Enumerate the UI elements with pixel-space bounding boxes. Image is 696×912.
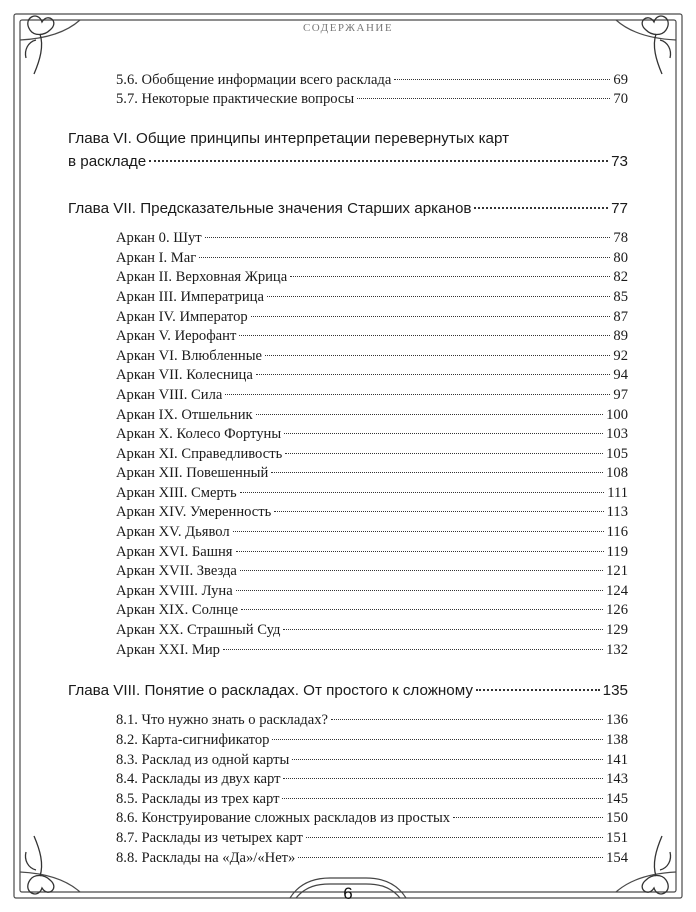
- dot-leader: [267, 281, 610, 297]
- toc-entry-page: 143: [606, 771, 628, 788]
- chapter-title-line1: Глава VI. Общие принципы интерпретации перевернутых карт: [68, 130, 510, 148]
- toc-entry-title: Аркан XI. Справедливость: [116, 445, 283, 462]
- toc-entry-page: 105: [606, 445, 628, 462]
- dot-leader: [290, 262, 610, 278]
- toc-entry-page: 70: [613, 91, 628, 108]
- dot-leader: [283, 764, 603, 780]
- dot-leader: [149, 145, 608, 162]
- toc-entry-page: 124: [606, 582, 628, 599]
- dot-leader: [233, 516, 604, 532]
- toc-entry-title: Аркан X. Колесо Фортуны: [116, 426, 282, 443]
- toc-entry-title: 8.7. Расклады из четырех карт: [116, 829, 303, 846]
- toc-entry[interactable]: [68, 88, 628, 108]
- toc-entry-title: Аркан XII. Повешенный: [116, 465, 269, 482]
- chapter-page: 77: [611, 199, 628, 217]
- toc-entry-title: Аркан XVI. Башня: [116, 543, 233, 560]
- dot-leader: [282, 783, 603, 799]
- toc-entry-page: 87: [613, 308, 628, 325]
- table-of-contents: [68, 68, 628, 866]
- toc-entry-title: Аркан IV. Император: [116, 308, 248, 325]
- toc-section-8-entries: [68, 709, 628, 866]
- toc-entry-page: 151: [606, 829, 628, 846]
- dot-leader: [256, 399, 603, 415]
- dot-leader: [274, 497, 603, 513]
- dot-leader: [453, 803, 603, 819]
- toc-entry-title: Аркан VII. Колесница: [116, 367, 253, 384]
- toc-entry-title: Аркан XVIII. Луна: [116, 582, 233, 599]
- toc-entry-title: Аркан II. Верховная Жрица: [116, 269, 288, 286]
- dot-leader: [265, 340, 610, 356]
- toc-entry-page: 126: [606, 602, 628, 619]
- toc-entry-title: Аркан XV. Дьявол: [116, 524, 230, 541]
- chapter-title: Глава VII. Предсказательные значения Старших арканов: [68, 199, 472, 217]
- toc-entry-page: 78: [613, 230, 628, 247]
- toc-entry-page: 136: [606, 712, 628, 729]
- toc-entry-title: 8.5. Расклады из трех карт: [116, 790, 280, 807]
- toc-entry-title: 8.1. Что нужно знать о раскладах?: [116, 712, 328, 729]
- toc-entry-page: 138: [606, 732, 628, 748]
- dot-leader: [394, 64, 610, 80]
- toc-chapter-8[interactable]: [68, 678, 628, 701]
- dot-leader: [236, 536, 604, 552]
- dot-leader: [240, 556, 603, 572]
- dot-leader: [357, 84, 610, 100]
- toc-entry-title: Аркан VI. Влюбленные: [116, 347, 262, 364]
- toc-entry-title: Аркан I. Маг: [116, 249, 197, 266]
- page-number: 6: [343, 884, 353, 903]
- toc-entry-title: Аркан IX. Отшельник: [116, 406, 253, 423]
- dot-leader: [283, 614, 603, 630]
- dot-leader: [272, 724, 603, 740]
- toc-entry-page: 103: [606, 426, 628, 443]
- toc-entry-page: 150: [606, 810, 628, 827]
- toc-entry-page: 132: [606, 641, 628, 658]
- dot-leader: [476, 674, 600, 691]
- toc-entry-page: 121: [606, 563, 628, 580]
- toc-entry[interactable]: [68, 638, 628, 658]
- dot-leader: [292, 744, 603, 760]
- dot-leader: [284, 419, 603, 435]
- toc-entry-title: 8.4. Расклады из двух карт: [116, 771, 281, 788]
- toc-chapter-6[interactable]: [68, 129, 628, 172]
- toc-entry-page: 116: [606, 524, 628, 541]
- dot-leader: [236, 575, 603, 591]
- toc-section-7-entries: [68, 227, 628, 658]
- toc-entry-page: 154: [606, 849, 628, 866]
- toc-entry-title: 5.6. Обобщение информации всего расклада: [116, 71, 392, 88]
- chapter-title: Глава VIII. Понятие о раскладах. От простого к сложному: [68, 681, 473, 699]
- toc-entry-page: 94: [613, 367, 628, 384]
- toc-entry-page: 141: [606, 751, 628, 768]
- toc-entry-title: Аркан XIV. Умеренность: [116, 504, 272, 521]
- chapter-page: 135: [602, 681, 628, 699]
- toc-chapter-7[interactable]: [68, 195, 628, 218]
- dot-leader: [240, 477, 605, 493]
- toc-entry-title: Аркан XIII. Смерть: [116, 484, 237, 501]
- toc-entry-page: 145: [606, 790, 628, 807]
- toc-entry-title: 8.6. Конструирование сложных раскладов из простых: [116, 810, 451, 827]
- toc-entry-page: 80: [613, 249, 628, 266]
- dot-leader: [474, 191, 608, 208]
- toc-entry-page: 100: [606, 406, 628, 423]
- dot-leader: [223, 634, 603, 650]
- toc-entry-page: 92: [613, 347, 628, 364]
- chapter-page: 73: [611, 153, 628, 171]
- toc-entry-title: Аркан XIX. Солнце: [116, 602, 239, 619]
- dot-leader: [306, 822, 603, 838]
- toc-entry-page: 89: [613, 328, 628, 345]
- toc-entry-title: 8.8. Расклады на «Да»/«Нет»: [116, 849, 296, 866]
- dot-leader: [256, 360, 611, 376]
- dot-leader: [241, 595, 603, 611]
- dot-leader: [199, 242, 610, 258]
- toc-entry-title: Аркан III. Императрица: [116, 288, 264, 305]
- toc-entry-page: 82: [613, 269, 628, 286]
- toc-entry-title: Аркан VIII. Сила: [116, 386, 223, 403]
- dot-leader: [331, 705, 603, 721]
- toc-entry-page: 129: [606, 622, 628, 639]
- dot-leader: [285, 438, 603, 454]
- dot-leader: [205, 223, 611, 239]
- toc-section-5-continued: [68, 68, 628, 107]
- dot-leader: [251, 301, 611, 317]
- toc-entry[interactable]: [68, 846, 628, 866]
- toc-entry-page: 113: [606, 504, 628, 521]
- toc-entry-title: Аркан XX. Страшный Суд: [116, 622, 281, 639]
- toc-entry-page: 108: [606, 465, 628, 482]
- toc-entry-page: 111: [607, 484, 628, 501]
- toc-entry-title: Аркан XVII. Звезда: [116, 563, 237, 580]
- dot-leader: [225, 379, 610, 395]
- toc-entry-title: Аркан 0. Шут: [116, 230, 202, 247]
- chapter-title-line2: в раскладе: [68, 153, 147, 171]
- dot-leader: [298, 842, 603, 858]
- toc-entry-title: Аркан XXI. Мир: [116, 641, 220, 658]
- toc-entry-page: 119: [606, 543, 628, 560]
- toc-entry-title: Аркан V. Иерофант: [116, 328, 237, 345]
- toc-entry-title: 8.2. Карта-сигнификатор: [116, 732, 270, 748]
- dot-leader: [271, 458, 603, 474]
- dot-leader: [239, 321, 610, 337]
- toc-entry-title: 8.3. Расклад из одной карты: [116, 751, 290, 768]
- toc-entry-page: 97: [613, 386, 628, 403]
- toc-entry-page: 69: [613, 71, 628, 88]
- running-head: СОДЕРЖАНИЕ: [302, 22, 394, 34]
- toc-entry-title: 5.7. Некоторые практические вопросы: [116, 91, 355, 108]
- toc-entry-page: 85: [613, 288, 628, 305]
